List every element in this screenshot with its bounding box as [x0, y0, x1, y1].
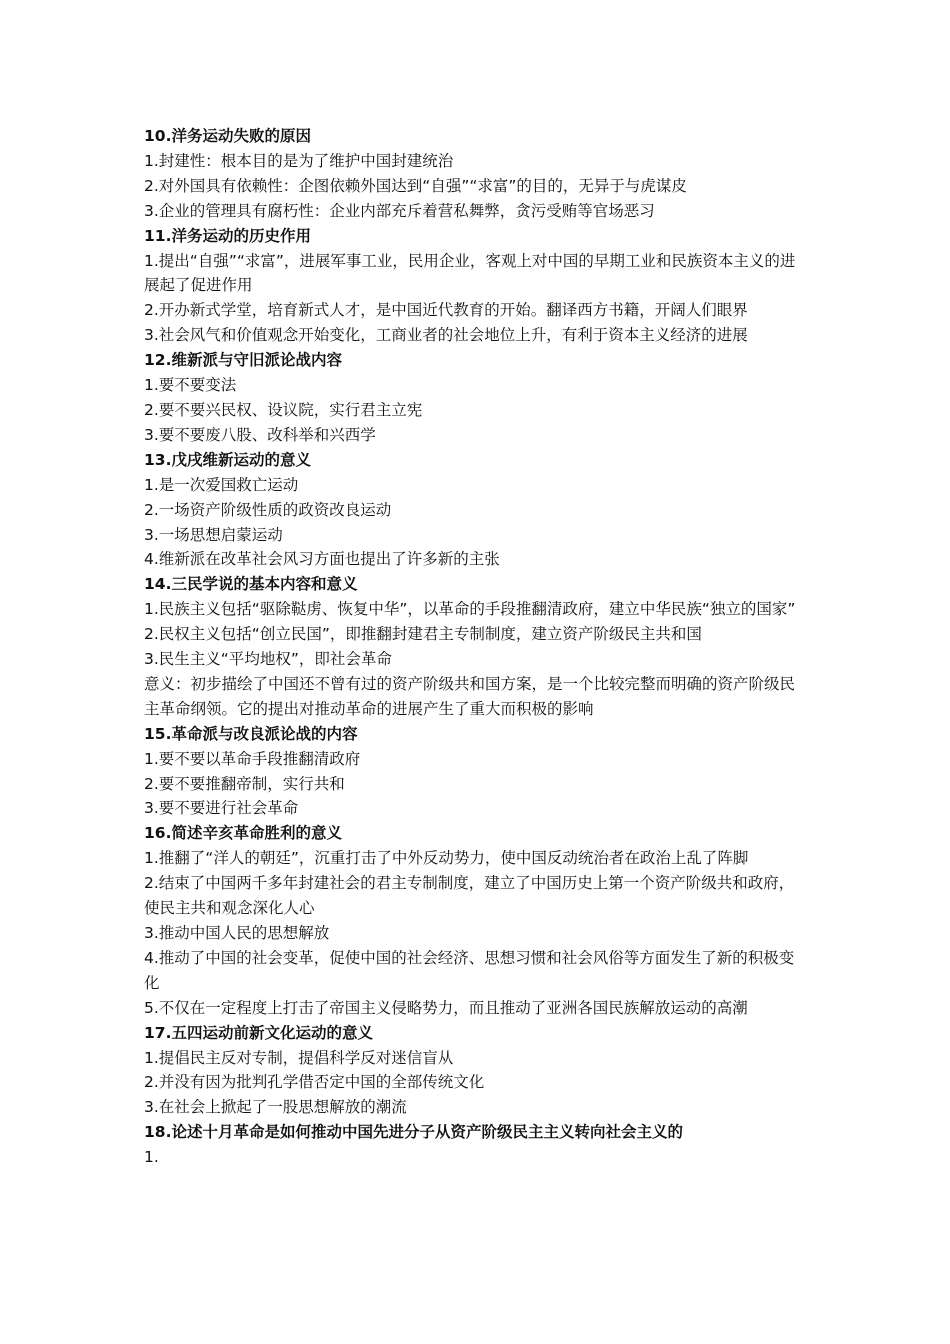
- body-line: 1.要不要变法: [144, 376, 237, 395]
- section-heading: 13.戊戌维新运动的意义: [144, 450, 311, 469]
- body-line: 1.提出“自强”“求富”，进展军事工业，民用企业，客观上对中国的早期工业和民族资本主义的进展起了促进作用: [144, 251, 796, 295]
- body-line: 3.民生主义“平均地权”，即社会革命: [144, 650, 392, 669]
- body-line: 1.民族主义包括“驱除鞑虏、恢复中华”，以革命的手段推翻清政府，建立中华民族“独立的国家”: [144, 600, 796, 619]
- body-line: 2.结束了中国两千多年封建社会的君主专制制度，建立了中国历史上第一个资产阶级共和政府，使民主共和观念深化人心: [144, 874, 795, 918]
- body-line: 2.民权主义包括“创立民国”，即推翻封建君主专制制度，建立资产阶级民主共和国: [144, 625, 702, 644]
- section: [144, 224, 804, 349]
- body-line: 3.一场思想启蒙运动: [144, 525, 283, 544]
- section: [144, 1120, 804, 1170]
- body-line: 2.要不要推翻帝制，实行共和: [144, 774, 345, 793]
- section: [144, 348, 804, 448]
- body-line: 1.推翻了“洋人的朝廷”，沉重打击了中外反动势力，使中国反动统治者在政治上乱了阵脚: [144, 849, 749, 868]
- body-line: 3.要不要进行社会革命: [144, 799, 299, 818]
- section: [144, 722, 804, 822]
- body-line: 1.封建性：根本目的是为了维护中国封建统治: [144, 151, 454, 170]
- section: [144, 124, 804, 224]
- section-heading: 15.革命派与改良派论战的内容: [144, 724, 358, 743]
- body-line: 1.: [144, 1148, 159, 1167]
- body-line: 3.在社会上掀起了一股思想解放的潮流: [144, 1098, 407, 1117]
- body-line: 2.开办新式学堂，培育新式人才，是中国近代教育的开始。翻译西方书籍，开阔人们眼界: [144, 301, 748, 320]
- body-line: 3.企业的管理具有腐朽性：企业内部充斥着营私舞弊，贪污受贿等官场恶习: [144, 201, 655, 220]
- body-line: 2.要不要兴民权、设议院，实行君主立宪: [144, 400, 423, 419]
- section-heading: 10.洋务运动失败的原因: [144, 127, 311, 145]
- body-line: 3.要不要废八股、改科举和兴西学: [144, 425, 376, 444]
- section: [144, 821, 804, 1020]
- body-line: 1.是一次爱国救亡运动: [144, 475, 299, 494]
- body-line: 3.推动中国人民的思想解放: [144, 924, 330, 942]
- section-heading: 14.三民学说的基本内容和意义: [144, 575, 358, 594]
- section-heading: 16.简述辛亥革命胜利的意义: [144, 824, 342, 843]
- body-line: 5.不仅在一定程度上打击了帝国主义侵略势力，而且推动了亚洲各国民族解放运动的高潮: [144, 998, 748, 1017]
- section: [144, 1021, 804, 1121]
- section: [144, 448, 804, 573]
- section-heading: 17.五四运动前新文化运动的意义: [144, 1023, 373, 1042]
- body-line: 1.要不要以革命手段推翻清政府: [144, 749, 361, 768]
- document-page: [144, 124, 804, 1170]
- body-line: 4.推动了中国的社会变革，促使中国的社会经济、思想习惯和社会风俗等方面发生了新的积极变化: [144, 948, 795, 992]
- section: [144, 572, 804, 721]
- body-line: 2.一场资产阶级性质的政资改良运动: [144, 500, 392, 519]
- body-line: 1.提倡民主反对专制，提倡科学反对迷信盲从: [144, 1048, 454, 1067]
- body-line: 意义：初步描绘了中国还不曾有过的资产阶级共和国方案，是一个比较完整而明确的资产阶级民主革命纲领。它的提出对推动革命的进展产生了重大而积极的影响: [144, 674, 796, 718]
- section-heading: 18.论述十月革命是如何推动中国先进分子从资产阶级民主主义转向社会主义的: [144, 1123, 683, 1142]
- body-line: 4.维新派在改革社会风习方面也提出了许多新的主张: [144, 550, 500, 569]
- body-line: 2.对外国具有依赖性：企图依赖外国达到“自强”“求富”的目的，无异于与虎谋皮: [144, 176, 687, 195]
- body-line: 3.社会风气和价值观念开始变化，工商业者的社会地位上升，有利于资本主义经济的进展: [144, 326, 748, 345]
- section-heading: 11.洋务运动的历史作用: [144, 226, 311, 245]
- section-heading: 12.维新派与守旧派论战内容: [144, 351, 342, 370]
- body-line: 2.并没有因为批判孔学借否定中国的全部传统文化: [144, 1073, 485, 1092]
